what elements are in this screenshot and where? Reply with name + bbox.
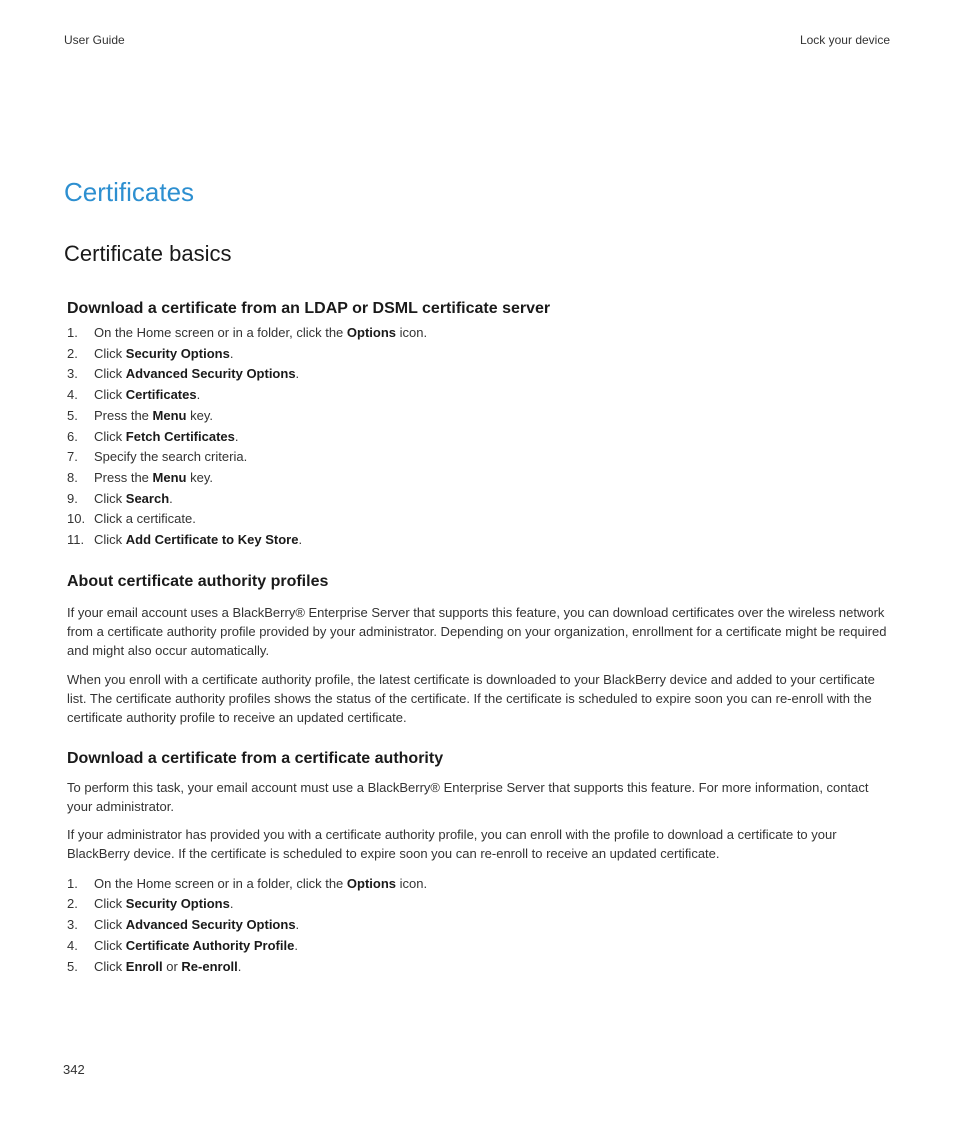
list-item: 1. On the Home screen or in a folder, click the Options icon. xyxy=(67,875,428,891)
running-header-left: User Guide xyxy=(64,33,125,47)
paragraph: To perform this task, your email account must use a BlackBerry® Enterprise Server that supports this feature. For more information, contact your administrator. xyxy=(67,779,869,814)
list-item: 9. Click Search. xyxy=(67,490,173,506)
list-item: 5. Press the Menu key. xyxy=(67,407,213,423)
list-item: 5. Click Enroll or Re-enroll. xyxy=(67,958,242,974)
list-item: 10. Click a certificate. xyxy=(67,511,196,527)
task-title-ldap: Download a certificate from an LDAP or DSML certificate server xyxy=(67,300,551,317)
list-item: 6. Click Fetch Certificates. xyxy=(67,428,239,444)
task-title-ca: Download a certificate from a certificate authority xyxy=(67,749,444,767)
paragraph: If your administrator has provided you with a certificate authority profile, you can enroll with the profile to download a certificate to your BlackBerry device. If the certificate is scheduled to expire soon you can re-enroll to receive an updated certificate. xyxy=(67,827,837,862)
list-item: 11. Click Add Certificate to Key Store. xyxy=(67,532,303,548)
list-item: 2. Click Security Options. xyxy=(67,345,234,361)
page-number: 342 xyxy=(63,1062,85,1077)
list-item: 4. Click Certificate Authority Profile. xyxy=(67,937,298,953)
list-item: 4. Click Certificates. xyxy=(67,387,201,403)
list-item: 3. Click Advanced Security Options. xyxy=(67,366,300,382)
steps-list-ldap xyxy=(67,323,892,551)
page-content xyxy=(64,172,892,977)
paragraph: If your email account uses a BlackBerry® Enterprise Server that supports this feature, you can download certificates over the wireless network from a certificate authority profile provided by your administrator. Depending on your organization, enrollment for a certificate might be required and might also occur automatically. xyxy=(67,604,887,659)
section-title: Certificate basics xyxy=(64,241,232,266)
paragraph: When you enroll with a certificate authority profile, the latest certificate is downloaded to your BlackBerry device and added to your certificate list. The certificate authority profiles shows the status of the certificate. If the certificate is scheduled to expire soon you can re-enroll with the certificate authority profile to receive an updated certificate. xyxy=(67,671,875,726)
steps-list-ca xyxy=(67,874,892,978)
list-item: 2. Click Security Options. xyxy=(67,896,234,912)
list-item: 7. Specify the search criteria. xyxy=(67,449,248,465)
chapter-title: Certificates xyxy=(64,177,195,207)
running-header-right: Lock your device xyxy=(799,33,890,47)
list-item: 8. Press the Menu key. xyxy=(67,469,213,485)
list-item: 1. On the Home screen or in a folder, click the Options icon. xyxy=(67,325,428,340)
list-item: 3. Click Advanced Security Options. xyxy=(67,917,300,933)
concept-title-ca-profiles: About certificate authority profiles xyxy=(67,572,329,590)
